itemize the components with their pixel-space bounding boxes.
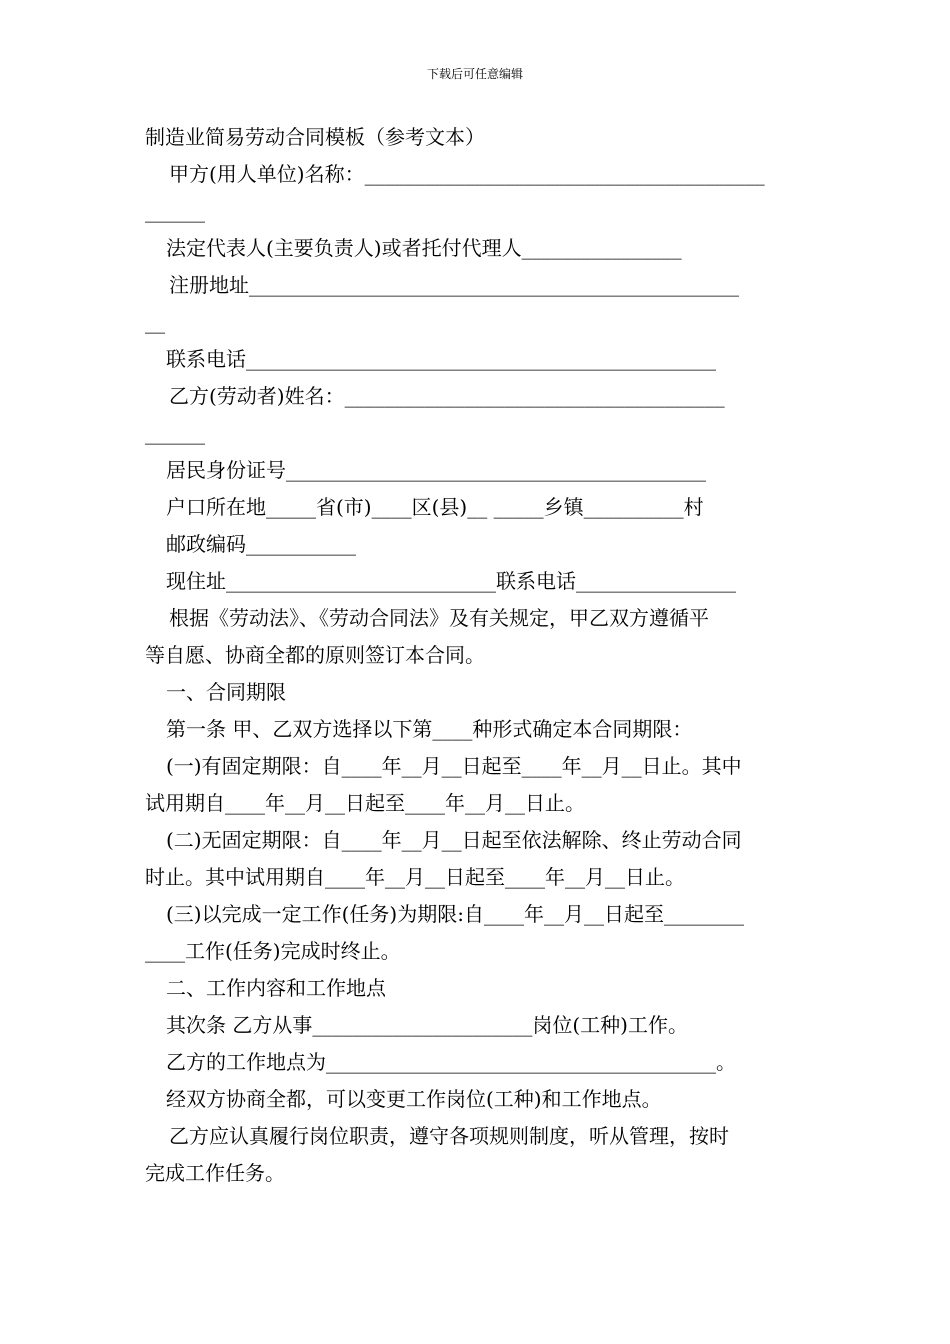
header-note: 下载后可任意编辑 [426,67,523,81]
open-term-line-1: (二)无固定期限：自____年__月__日起至依法解除、终止劳动合同 [166,828,742,852]
document-title: 制造业简易劳动合同模板（参考文本） [145,125,485,149]
postal-code-line: 邮政编码___________ [166,532,356,556]
section-heading-work: 二、工作内容和工作地点 [166,976,386,1000]
task-term-line-1: (三)以完成一定工作(任务)为期限:自____年__月__日起至________ [166,902,744,926]
fixed-term-line-1: (一)有固定期限：自____年__月__日起至____年__月__日止。其中 [166,754,742,778]
duty-line-2: 完成工作任务。 [145,1161,285,1185]
registered-address-continuation: __ [145,310,165,334]
task-term-line-2: ____工作(任务)完成时终止。 [145,939,401,963]
party-a-name-continuation: ______ [145,199,205,223]
id-number-line: 居民身份证号__________________________________________ [166,458,706,482]
article-2-line: 其次条 乙方从事______________________岗位(工种)工作。 [166,1013,688,1037]
party-b-name-continuation: ______ [145,421,205,445]
household-registration-line: 户口所在地_____省(市)____区(县)__ _____乡镇__________村 [166,495,704,519]
open-term-line-2: 时止。其中试用期自____年__月__日起至____年__月__日止。 [145,865,685,889]
party-b-name-line: 乙方(劳动者)姓名：______________________________________ [169,384,725,408]
section-heading-term: 一、合同期限 [166,680,286,704]
current-address-line: 现住址___________________________联系电话________________ [166,569,736,593]
article-1-line: 第一条 甲、乙双方选择以下第____种形式确定本合同期限： [166,717,693,741]
fixed-term-line-2: 试用期自____年__月__日起至____年__月__日止。 [145,791,585,815]
party-a-phone-line: 联系电话_______________________________________________ [166,347,716,371]
duty-line-1: 乙方应认真履行岗位职责，遵守各项规则制度，听从管理，按时 [169,1124,729,1148]
preamble-line-1: 根据《劳动法》、《劳动合同法》及有关规定，甲乙双方遵循平 [169,606,709,630]
preamble-line-2: 等自愿、协商全都的原则签订本合同。 [145,643,485,667]
registered-address-line: 注册地址_________________________________________________ [169,273,739,297]
legal-representative-line: 法定代表人(主要负责人)或者托付代理人________________ [166,236,682,260]
work-location-line: 乙方的工作地点为_______________________________________。 [166,1050,736,1074]
party-a-name-line: 甲方(用人单位)名称：________________________________________ [169,162,765,186]
change-position-line: 经双方协商全都，可以变更工作岗位(工种)和工作地点。 [166,1087,662,1111]
document-body [145,119,810,1192]
